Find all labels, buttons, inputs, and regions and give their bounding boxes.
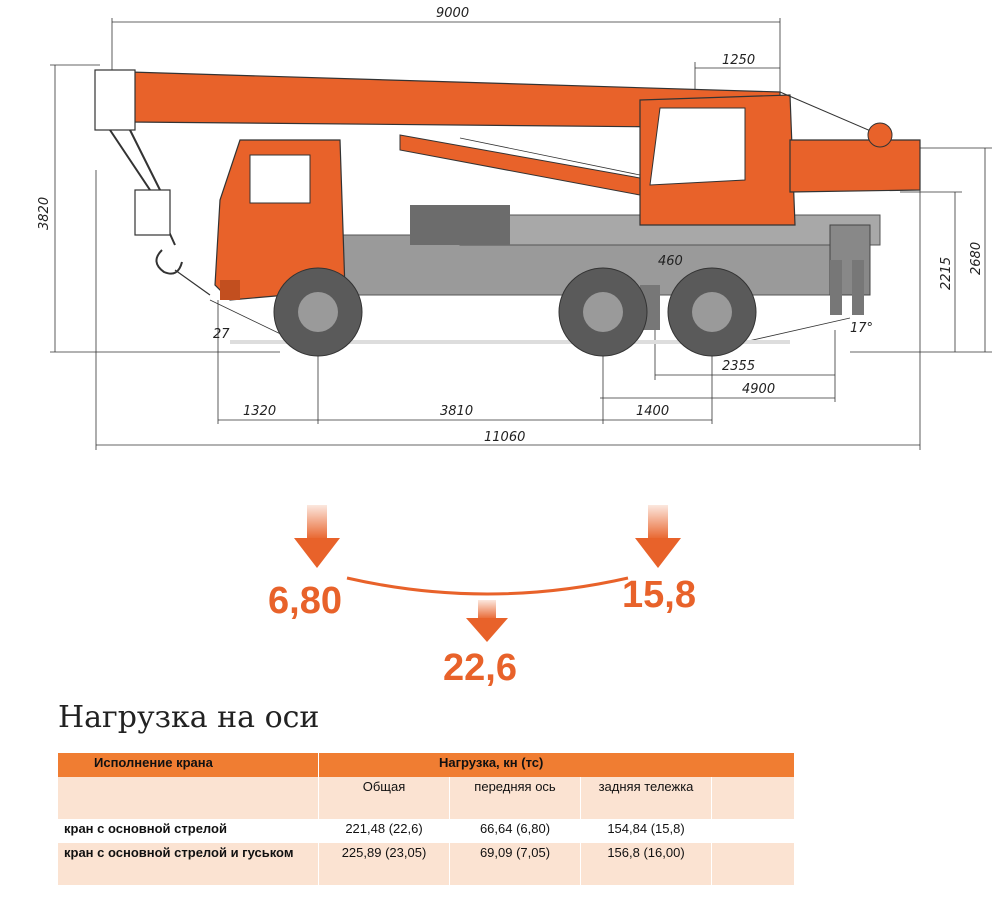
subheader-empty (58, 777, 319, 819)
axle-load-table (57, 753, 794, 885)
row-rear: 156,8 (16,00) (581, 843, 712, 885)
operator-cabin (640, 92, 920, 225)
axle-load-diagram (0, 470, 1000, 700)
table-subheader-row (58, 777, 795, 819)
table-row (58, 843, 795, 885)
row-total: 225,89 (23,05) (319, 843, 450, 885)
subheader-total: Общая (319, 777, 450, 819)
dim-boom-reach: 9000 (436, 6, 470, 21)
table-header-row (58, 753, 795, 777)
row-name: кран с основной стрелой и гуськом (58, 843, 319, 885)
row-rear: 154,84 (15,8) (581, 819, 712, 843)
dim-rear-angle: 17° (850, 321, 874, 336)
dim-460: 460 (658, 254, 683, 269)
dim-height-2680: 2680 (969, 241, 984, 275)
dim-height-2215: 2215 (939, 256, 954, 290)
row-front: 69,09 (7,05) (450, 843, 581, 885)
rear-axle-arrow (635, 505, 681, 568)
dim-wheelbase-rear: 2355 (722, 359, 756, 374)
front-axle-load: 6,80 (268, 580, 342, 622)
subheader-front: передняя ось (450, 777, 581, 819)
row-front: 66,64 (6,80) (450, 819, 581, 843)
total-load-arrow (466, 600, 508, 642)
rear-axle-load: 15,8 (622, 574, 696, 616)
header-load: Нагрузка, кн (тс) (319, 753, 795, 777)
dim-outrigger-base: 4900 (742, 382, 776, 397)
subheader-rear: задняя тележка (581, 777, 712, 819)
dim-wheelbase: 3810 (440, 404, 474, 419)
dim-front-overhang: 1320 (243, 404, 277, 419)
total-load: 22,6 (443, 647, 517, 689)
row-blank (712, 819, 795, 843)
section-title: Нагрузка на оси (58, 700, 320, 735)
table-row (58, 819, 795, 843)
dim-rear-offset: 1250 (722, 53, 756, 68)
dim-total-length: 11060 (484, 430, 526, 445)
load-curve (347, 578, 628, 594)
dim-front-angle: 27 (213, 327, 230, 342)
dim-height-total: 3820 (37, 196, 52, 230)
header-variant: Исполнение крана (58, 753, 319, 777)
row-blank (712, 843, 795, 885)
row-total: 221,48 (22,6) (319, 819, 450, 843)
dim-bogie-base: 1400 (636, 404, 670, 419)
subheader-blank (712, 777, 795, 819)
front-axle-arrow (294, 505, 340, 568)
row-name: кран с основной стрелой (58, 819, 319, 843)
